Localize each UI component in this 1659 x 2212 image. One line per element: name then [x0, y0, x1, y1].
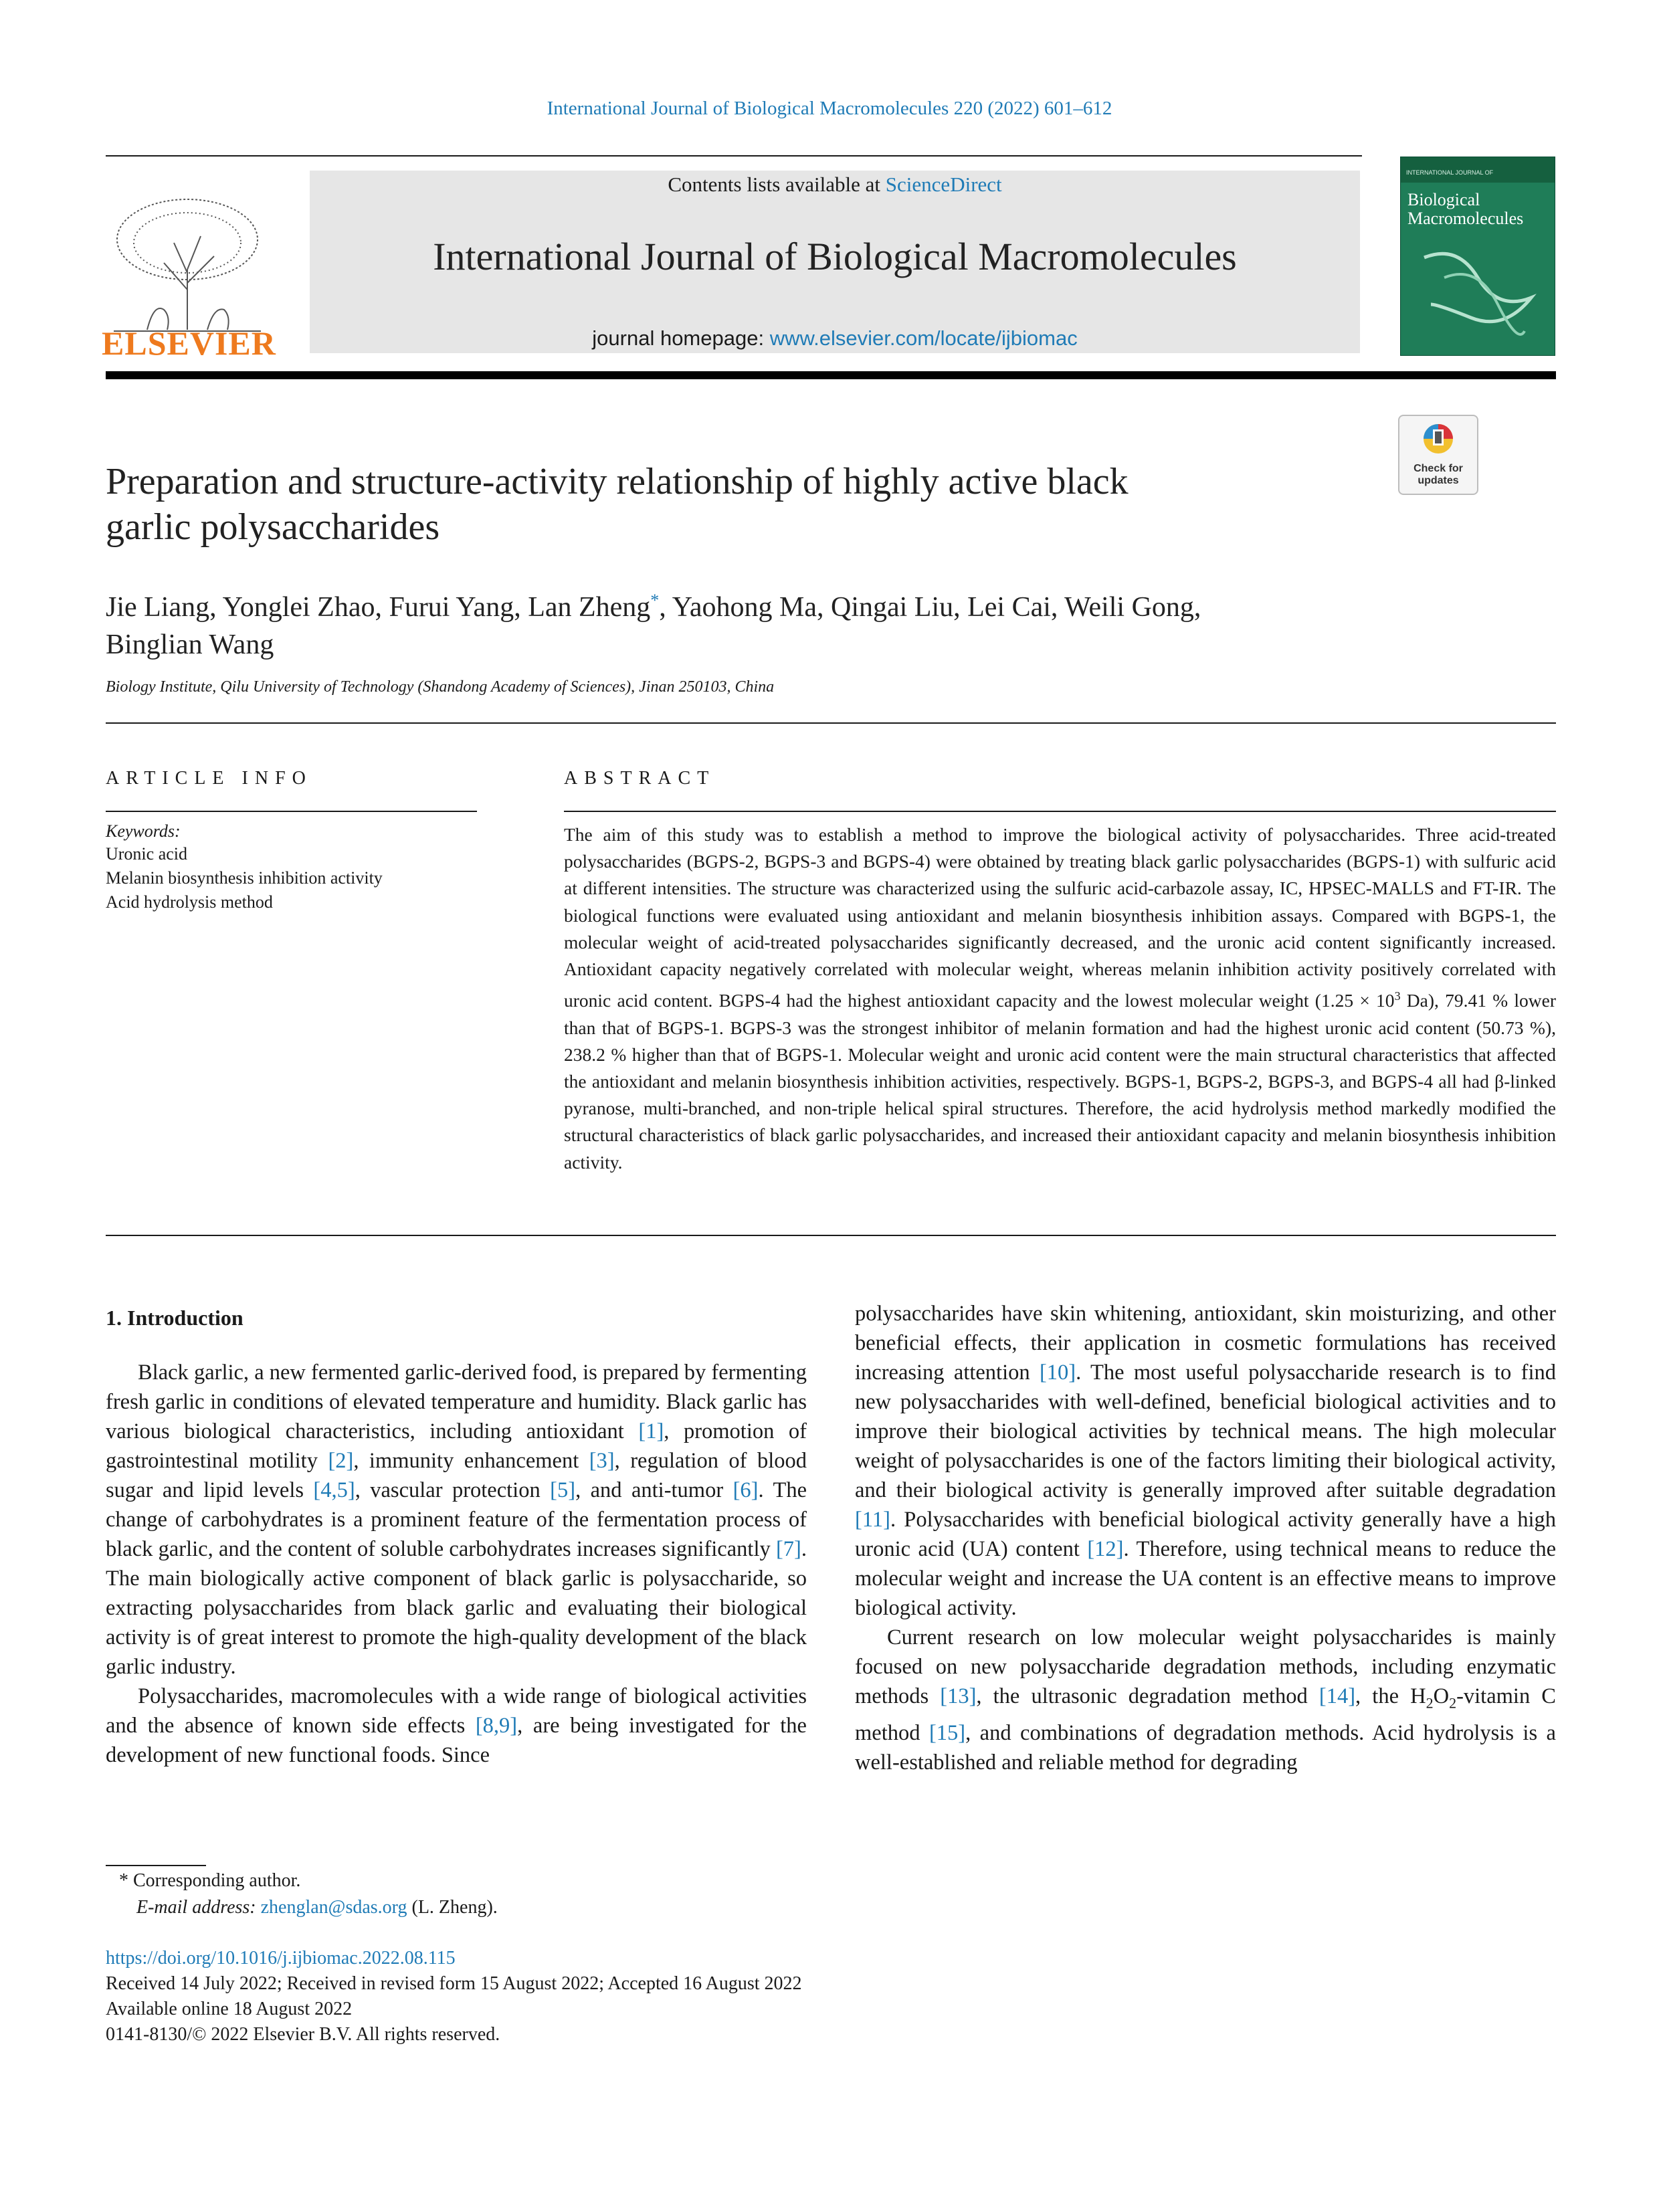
text-run: , immunity enhancement [353, 1449, 589, 1473]
authors-part-b[interactable]: , Yaohong Ma, Qingai Liu, Lei Cai, Weili Gong, [659, 592, 1201, 623]
article-info-heading: ARTICLE INFO [106, 768, 312, 789]
citation-link[interactable]: [3] [589, 1449, 615, 1473]
intro-paragraph-1 [106, 1358, 807, 1682]
text-run: , promotion of gastrointestinal motility [106, 1419, 807, 1473]
keyword-item: Acid hydrolysis method [106, 892, 273, 912]
body-left-column [106, 1358, 807, 1770]
article-title [106, 459, 1310, 550]
corresponding-star-link[interactable]: * [650, 591, 660, 610]
abstract-end-rule [106, 1235, 1556, 1236]
intro-paragraph-4 [855, 1623, 1556, 1777]
citation-link[interactable]: [1] [638, 1419, 664, 1443]
text-run: . Therefore, using technical means to reduce the molecular weight and increase the UA content is an effective means to improve biological activity. [855, 1537, 1557, 1620]
journal-title: International Journal of Biological Macromolecules [433, 235, 1237, 278]
journal-homepage [310, 326, 1360, 350]
email-line [136, 1897, 498, 1918]
intro-paragraph-2 [106, 1682, 807, 1770]
text-run: , vascular protection [355, 1478, 551, 1502]
text-run: . Polysaccharides with beneficial biological activity generally have a high uronic acid (UA) content [855, 1508, 1556, 1561]
citation-link[interactable]: [15] [929, 1720, 966, 1745]
authors-part-a[interactable]: Jie Liang, Yonglei Zhao, Furui Yang, Lan Zheng [106, 592, 651, 623]
contents-prefix: Contents lists available at [668, 173, 886, 196]
citation-link[interactable]: [12] [1087, 1537, 1124, 1561]
copyright-line: 0141-8130/© 2022 Elsevier B.V. All rights reserved. [106, 2024, 500, 2045]
subscript: 2 [1449, 1694, 1457, 1712]
crossmark-icon [1422, 421, 1455, 462]
affiliation: Biology Institute, Qilu University of Technology (Shandong Academy of Sciences), Jinan 250103, China [106, 678, 775, 696]
available-online: Available online 18 August 2022 [106, 1999, 353, 2019]
elsevier-wordmark: ELSEVIER [102, 324, 276, 362]
text-run: Polysaccharides, macromolecules with a wide range of biological activities and the absence of known side effects [106, 1684, 807, 1738]
citation-link[interactable]: [11] [855, 1508, 890, 1532]
crossmark-label: Check for updates [1413, 463, 1463, 486]
header-thick-rule [106, 371, 1556, 379]
citation-link[interactable]: [7] [775, 1537, 801, 1561]
text-run: Current research on low molecular weight polysaccharides is mainly focused on new polysaccharide degradation methods, including enzymatic methods [855, 1625, 1556, 1708]
text-run: O [1433, 1684, 1450, 1708]
text-run: polysaccharides have skin whitening, antioxidant, skin moisturizing, and other beneficial effects, their application in cosmetic formulations has received increasing attention [855, 1302, 1556, 1385]
citation-link[interactable]: [10] [1039, 1361, 1076, 1385]
abstract-part-a: The aim of this study was to establish a method to improve the biological activity of polysaccharides. Three acid-treated polysaccharides (BGPS-2, BGPS-3 and BGPS-4) were obtained by treating black garlic polysaccharides (BGPS-1) with sulfuric acid at different intensities. The structure was characterized using the sulfuric acid-carbazole assay, IC, HPSEC-MALLS and FT-IR. The biological functions were evaluated using antioxidant and melanin biosynthesis inhibition assays. Compared with BGPS-1, the molecular weight of acid-treated polysaccharides significantly decreased, and the uronic acid content significantly increased. Antioxidant capacity negatively correlated with molecular weight, whereas melanin inhibition activity positively correlated with uronic acid content. BGPS-4 had the highest antioxidant capacity and the lowest molecular weight (1.25 × 10 [564, 824, 1556, 1011]
email-suffix: (L. Zheng). [407, 1897, 498, 1918]
check-for-updates-badge[interactable] [1398, 415, 1478, 495]
sciencedirect-link[interactable]: ScienceDirect [885, 173, 1002, 196]
authors-line-2[interactable]: Binglian Wang [106, 629, 274, 660]
homepage-link[interactable]: www.elsevier.com/locate/ijbiomac [769, 326, 1078, 350]
title-line-1: Preparation and structure-activity relationship of highly active black [106, 461, 1129, 502]
doi-link[interactable]: https://doi.org/10.1016/j.ijbiomac.2022.08.115 [106, 1948, 456, 1969]
text-run: -vitamin C method [855, 1684, 1556, 1745]
text-run: . The most useful polysaccharide research is to find new polysaccharides with well-defined, beneficial biological activities and to improve their biological activities by technical means. The high molecular weight of polysaccharides is one of the factors limiting their biological activity, and their biological activity is generally improved after suitable degradation [855, 1361, 1557, 1502]
abstract-superscript: 3 [1394, 989, 1401, 1003]
citation-link[interactable]: [5] [550, 1478, 576, 1502]
citation-link[interactable]: [2] [328, 1449, 354, 1473]
email-link[interactable]: zhenglan@sdas.org [260, 1897, 407, 1918]
cover-small-text: INTERNATIONAL JOURNAL OF [1406, 169, 1494, 176]
abstract-rule [564, 811, 1556, 812]
title-line-2: garlic polysaccharides [106, 506, 440, 548]
article-info-rule [106, 811, 477, 812]
footnote-rule [106, 1865, 206, 1866]
corresponding-author-note: * Corresponding author. [119, 1870, 301, 1891]
citation-link[interactable]: [6] [733, 1478, 759, 1502]
email-label: E-mail address: [136, 1897, 261, 1918]
text-run: , the ultrasonic degradation method [976, 1684, 1319, 1708]
abstract-part-b: Da), 79.41 % lower than that of BGPS-1. BGPS-3 was the strongest inhibitor of melanin formation and had the highest uronic acid content (50.73 %), 238.2 % higher than that of BGPS-1. Molecular weight and uronic acid content were the main structural characteristics that affected the antioxidant and melanin biosynthesis inhibition activities, respectively. BGPS-1, BGPS-2, BGPS-3, and BGPS-4 all had β-linked pyranose, multi-branched, and non-triple helical spiral structures. Therefore, the acid hydrolysis method markedly modified the structural characteristics of black garlic polysaccharides, and increased their antioxidant capacity and melanin biosynthesis inhibition activity. [564, 990, 1556, 1173]
citation-link[interactable]: [4,5] [313, 1478, 355, 1502]
authors-line-1 [106, 582, 1444, 626]
introduction-heading: 1. Introduction [106, 1306, 243, 1330]
journal-citation[interactable]: International Journal of Biological Macromolecules 220 (2022) 601–612 [547, 98, 1112, 119]
text-run: , regulation of blood sugar and lipid levels [106, 1449, 807, 1502]
authors-rule [106, 722, 1556, 724]
intro-paragraph-3 [855, 1299, 1556, 1623]
text-run: , and combinations of degradation methods. Acid hydrolysis is a well-established and reliable method for degrading [855, 1720, 1556, 1775]
journal-cover-thumbnail[interactable] [1400, 157, 1555, 356]
abstract-heading: ABSTRACT [564, 768, 716, 789]
text-run: , are being investigated for the development of new functional foods. Since [106, 1714, 807, 1767]
citation-link[interactable]: [13] [940, 1684, 977, 1708]
keyword-item: Uronic acid [106, 844, 188, 864]
keywords-label: Keywords: [106, 821, 181, 841]
keyword-item: Melanin biosynthesis inhibition activity [106, 868, 383, 888]
contents-line [310, 173, 1360, 197]
citation-link[interactable]: [14] [1319, 1684, 1356, 1708]
author-list [106, 582, 1444, 664]
abstract-text [564, 821, 1556, 1176]
text-run: Black garlic, a new fermented garlic-derived food, is prepared by fermenting fresh garlic in conditions of elevated temperature and humidity. Black garlic has various biological characteristics, including antioxidant [106, 1361, 807, 1443]
header-rule [106, 155, 1362, 157]
text-run: . The main biologically active component of black garlic is polysaccharide, so extracting polysaccharides from black garlic and evaluating their biological activity is of great interest to promote the high-quality development of the black garlic industry. [106, 1537, 807, 1679]
text-run: , and anti-tumor [575, 1478, 733, 1502]
cover-molecule-graphic [1411, 237, 1545, 344]
citation-link[interactable]: [8,9] [475, 1714, 518, 1738]
received-dates: Received 14 July 2022; Received in revised form 15 August 2022; Accepted 16 August 2022 [106, 1973, 802, 1994]
text-run: . The change of carbohydrates is a prominent feature of the fermentation process of black garlic, and the content of soluble carbohydrates increases significantly [106, 1478, 807, 1561]
homepage-prefix: journal homepage: [592, 326, 770, 350]
text-run: , the H [1355, 1684, 1426, 1708]
cover-title: Biological Macromolecules [1407, 190, 1524, 228]
subscript: 2 [1426, 1694, 1434, 1712]
body-right-column [855, 1299, 1556, 1777]
